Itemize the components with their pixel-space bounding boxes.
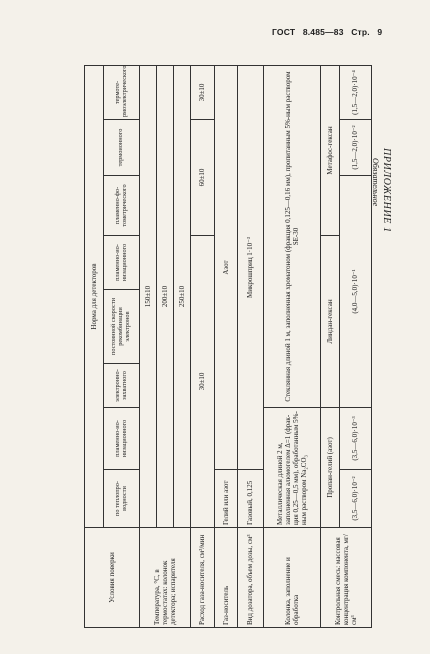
column-value-2: Стеклянная длиной 1 м, заполненная хроматоном (фракция 0,125—0,16 мм), пропитанным 5%-ным раствором SE-30	[263, 65, 320, 407]
mixture-name-2: Линдан-гексан	[320, 236, 339, 408]
temp-evaporator: 250±10	[174, 65, 191, 527]
table-row-column	[263, 65, 320, 627]
mixture-name-1: Пропан-гелий (азот)	[320, 408, 339, 528]
page-number: 9	[377, 27, 383, 37]
row-label-flow: Расход газа-носителя, см³/мин	[191, 528, 214, 628]
mixture-value-4: (1,5—2,0)·10⁻²	[340, 120, 372, 176]
mixture-name-3: Метафос-гексан	[320, 65, 339, 235]
flow-value-1: 30±10	[191, 236, 214, 528]
column-value-1: Металлическая длиной 2 м, заполненная алюмогелем Δ=1 (фракция 0,25—0,5 мм), обработанным 5%-ным раствором Na₂CO₃	[263, 408, 320, 528]
mixture-value-5: (1,5—2,0)·10⁻⁴	[340, 65, 372, 119]
appendix-subtitle: Обязательное	[371, 158, 380, 207]
table-row-mixture-names	[320, 65, 339, 627]
header-detector-8: термотермоэлектрического	[104, 65, 140, 119]
mixture-value-3: (4,0—5,0)·10⁻¹	[340, 176, 372, 408]
temp-detector: 200±10	[157, 65, 174, 527]
carrier-value-1: Гелий или азот	[214, 470, 237, 528]
rotated-table-wrapper	[84, 66, 372, 628]
header-conditions: Условия поверки	[85, 528, 140, 628]
header-detector-7: термоионного	[104, 120, 140, 176]
mixture-value-2: (3,5—6,0)·10⁻³	[340, 408, 372, 470]
row-label-dose: Вид дозатора, объем дозы, см³	[238, 528, 264, 628]
header-detector-3: электронно-захватного	[104, 364, 140, 408]
header-detector-4: постоянной скорости рекомбинации электронов	[104, 290, 140, 364]
flow-value-2: 60±10	[191, 120, 214, 236]
header-norm-group: Норма для детекторов	[85, 65, 104, 527]
gost-label: ГОСТ	[272, 27, 296, 37]
table-row-carrier-gas	[214, 65, 237, 627]
row-label-mixture: Контрольная смесь: массовая концентрация компонента, мг/см³	[320, 528, 371, 628]
carrier-value-2: Азот	[214, 65, 237, 469]
row-label-carrier: Газ-носитель	[214, 528, 237, 628]
mixture-value-1: (3,5—6,0)·10⁻²	[340, 470, 372, 528]
dose-value-2: Микрошприц 1·10⁻³	[238, 65, 264, 469]
verification-conditions-table	[84, 65, 372, 628]
page-header	[272, 27, 387, 37]
dose-value-1: Газовый, 0,125	[238, 470, 264, 528]
header-detector-6: пламенно-фотометрического	[104, 176, 140, 236]
gost-number: 8.485—83	[302, 27, 344, 37]
table-row-flow	[191, 65, 214, 627]
table-header-row	[85, 65, 104, 627]
row-label-column: Колонка, заполнение и обработка	[263, 528, 320, 628]
flow-value-3: 30±10	[191, 65, 214, 119]
header-detector-1: по теплопроводности	[104, 470, 140, 528]
table-row-temperature	[140, 65, 157, 627]
temp-column: 150±10	[140, 65, 157, 527]
table-row-dose	[238, 65, 264, 627]
header-detector-2: пламенно-ионизационного	[104, 408, 140, 470]
appendix-title: ПРИЛОЖЕНИЕ 1	[381, 148, 392, 233]
header-detector-5: пламенно-ионизационного	[104, 236, 140, 290]
row-label-temperature: Температура, °С, в термостатах: колонок детектора; испарителя	[140, 528, 191, 628]
page-label: Стр.	[351, 27, 370, 37]
